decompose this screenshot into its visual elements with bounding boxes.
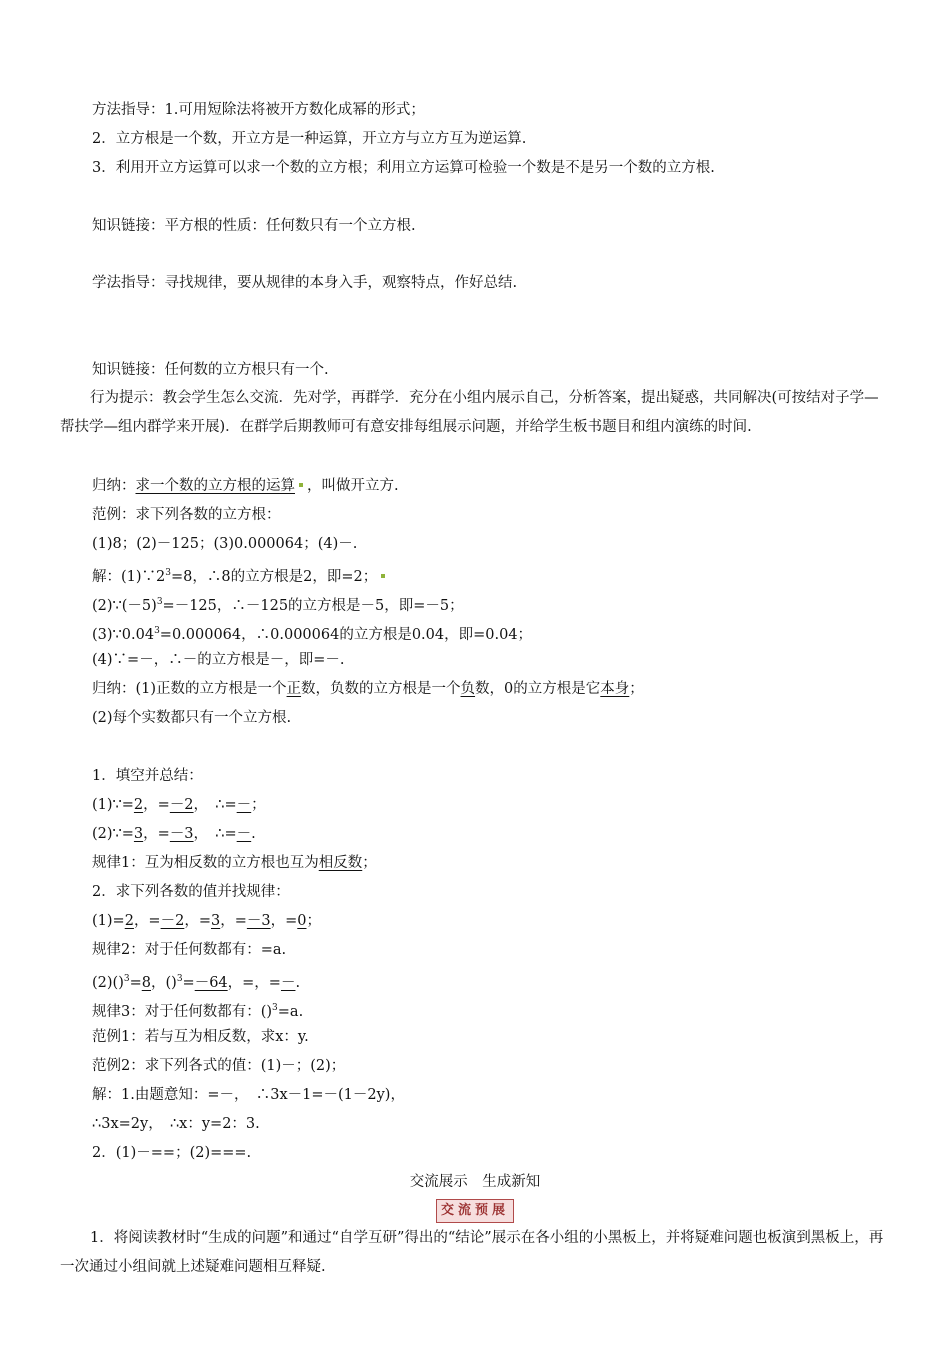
ex1-r2-u2: －3 xyxy=(169,826,194,842)
solution-line-3: 2．(1)－==；(2)===. xyxy=(92,1145,252,1161)
study-guide: 学法指导：寻找规律，要从规律的本身入手，观察特点，作好总结. xyxy=(92,275,518,291)
summary-2-p3: 数，0的立方根是它 xyxy=(475,681,601,697)
exp-1: 3 xyxy=(165,568,171,578)
ex2-r1-a: (1)= xyxy=(92,913,125,929)
example-2-2: 范例2：求下列各式的值：(1)－；(2)； xyxy=(92,1058,346,1074)
method-guide-line-1: 方法指导：1.可用短除法将被开方数化成幂的形式； xyxy=(92,102,425,118)
ex2-r1-u1: 2 xyxy=(124,913,134,929)
ex1-r1-c: ， ∴= xyxy=(193,797,237,813)
final-paragraph: 1．将阅读教材时“生成的问题”和通过“自学互研”得出的“结论”展示在各小组的小黑板上，并将疑难问题也板演到黑板上，再一次通过小组间就上述疑难问题相互释疑. xyxy=(60,1230,884,1275)
sol-1-b: =8，∴8的立方根是2，即=2； xyxy=(171,568,378,585)
summary-1 xyxy=(92,476,399,496)
solution-line-1: 解：1.由题意知：=－， ∴3x－1=－(1－2y)， xyxy=(92,1087,405,1103)
exp-4: 3 xyxy=(123,974,130,984)
rule-2: 规律2：对于任何数都有：=a. xyxy=(92,942,287,958)
rule-3-b: =a. xyxy=(277,1003,304,1020)
exp-6: 3 xyxy=(272,1003,278,1013)
ex2-r1-u4: －3 xyxy=(246,913,271,929)
green-dot-icon xyxy=(299,483,303,487)
ex2-r1-u2: －2 xyxy=(160,913,185,929)
exercise-2-row-1 xyxy=(92,911,321,931)
rule-3-a: 规律3：对于任何数都有：() xyxy=(92,1003,273,1020)
ex1-r2-u1: 3 xyxy=(133,826,144,842)
ex2-r2-f: . xyxy=(295,974,301,991)
example-1-title: 范例：求下列各数的立方根： xyxy=(92,507,281,523)
sol-2-b: =－125，∴－125的立方根是－5，即=－5； xyxy=(162,597,464,614)
sol-1-a: 解：(1)∵2 xyxy=(92,568,166,585)
rule-1-b: ； xyxy=(362,855,377,871)
sol-3-b: =0.000064，∴0.000064的立方根是0.04，即=0.04； xyxy=(159,626,533,643)
example-1-solution-2 xyxy=(92,592,464,616)
ex1-r1-u1: 2 xyxy=(133,797,144,813)
ex1-r2-u3: － xyxy=(236,826,252,842)
exp-3: 3 xyxy=(154,626,160,636)
ex2-r2-e: ，=，= xyxy=(227,974,281,991)
ex2-r1-f: ； xyxy=(306,913,321,929)
solution-line-2: ∴3x=2y， ∴x：y=2：3. xyxy=(92,1116,260,1132)
sol-2-a: (2)∵(－5) xyxy=(92,597,157,614)
ex1-r2-c: ， ∴= xyxy=(193,826,237,842)
section-title: 交流展示 生成新知 xyxy=(409,1174,541,1190)
summary-1-suffix: ，叫做开立方. xyxy=(307,478,399,494)
ex2-r2-u1: 8 xyxy=(141,974,151,991)
summary-2-u1: 正 xyxy=(286,681,302,697)
exercise-2-title: 2．求下列各数的值并找规律： xyxy=(92,884,290,900)
exp-5: 3 xyxy=(176,974,183,984)
ex1-r1-u2: －2 xyxy=(169,797,194,813)
example-1-solution-1 xyxy=(92,563,389,587)
summary-2-p2: 数，负数的立方根是一个 xyxy=(301,681,461,697)
summary-2-line-2: (2)每个实数都只有一个立方根. xyxy=(92,710,292,726)
ex1-r1-u3: － xyxy=(236,797,252,813)
example-1-solution-3 xyxy=(92,621,532,645)
ex2-r1-b: ，= xyxy=(133,913,161,929)
ex2-r1-d: ，= xyxy=(220,913,247,929)
ex1-r2-b: ，= xyxy=(143,826,170,842)
example-2-1: 范例1：若与互为相反数，求x：y. xyxy=(92,1029,309,1045)
section-badge: 交流预展 xyxy=(436,1199,514,1223)
method-guide-line-2: 2．立方根是一个数，开立方是一种运算，开立方与立方互为逆运算. xyxy=(92,131,527,147)
ex2-r2-b: = xyxy=(129,974,142,991)
behavior-hint: 行为提示：教会学生怎么交流．先对学，再群学．充分在小组内展示自己，分析答案，提出疑惑，共同解决(可按结对子学—帮扶学—组内群学来开展)．在群学后期教师可有意安排每组展示问题，并给学生板书题目和组内演练的时间. xyxy=(60,390,879,435)
ex1-r1-b: ，= xyxy=(143,797,170,813)
exercise-1-row-1 xyxy=(92,795,266,815)
green-dot-icon xyxy=(381,574,385,578)
summary-2-p1: 归纳：(1)正数的立方根是一个 xyxy=(92,681,287,697)
ex1-r2-d: . xyxy=(251,826,256,842)
method-guide-line-3: 3．利用开立方运算可以求一个数的立方根；利用立方运算可检验一个数是不是另一个数的立方根. xyxy=(92,160,715,176)
ex2-r2-u3: － xyxy=(280,974,296,991)
exercise-1-title: 1．填空并总结： xyxy=(92,768,203,784)
ex1-r2-a: (2)∵= xyxy=(92,826,134,842)
ex2-r2-a: (2)() xyxy=(92,974,124,991)
summary-2-p4: ； xyxy=(629,681,644,697)
rule-1-u: 相反数 xyxy=(318,855,363,871)
rule-1-a: 规律1：互为相反数的立方根也互为 xyxy=(92,855,319,871)
ex2-r1-u5: 0 xyxy=(297,913,307,929)
ex2-r1-c: ，= xyxy=(184,913,211,929)
ex2-r1-u3: 3 xyxy=(210,913,221,929)
exercise-1-row-2 xyxy=(92,824,256,844)
summary-2 xyxy=(92,679,644,699)
knowledge-link-2: 知识链接：任何数的立方根只有一个. xyxy=(92,362,329,378)
rule-3 xyxy=(92,998,303,1022)
ex1-r1-a: (1)∵= xyxy=(92,797,134,813)
ex2-r2-c: ，() xyxy=(150,974,177,991)
example-1-items: (1)8；(2)－125；(3)0.000064；(4)－. xyxy=(92,536,358,552)
summary-2-u2: 负 xyxy=(460,681,476,697)
ex2-r2-d: = xyxy=(182,974,195,991)
exp-2: 3 xyxy=(156,597,163,607)
example-1-solution-4: (4)∵=－，∴－的立方根是－，即=－. xyxy=(92,652,345,668)
ex2-r1-e: ，= xyxy=(270,913,298,929)
summary-1-term: 求一个数的立方根的运算 xyxy=(135,478,295,494)
summary-2-u3: 本身 xyxy=(600,681,630,697)
ex1-r1-d: ； xyxy=(251,797,266,813)
summary-1-prefix: 归纳： xyxy=(92,478,136,494)
knowledge-link-1: 知识链接：平方根的性质：任何数只有一个立方根. xyxy=(92,218,416,234)
rule-1 xyxy=(92,853,377,873)
ex2-r2-u2: －64 xyxy=(194,974,228,991)
section-badge-row xyxy=(0,1199,950,1223)
exercise-2-row-2 xyxy=(92,969,300,993)
sol-3-a: (3)∵0.04 xyxy=(92,626,155,643)
